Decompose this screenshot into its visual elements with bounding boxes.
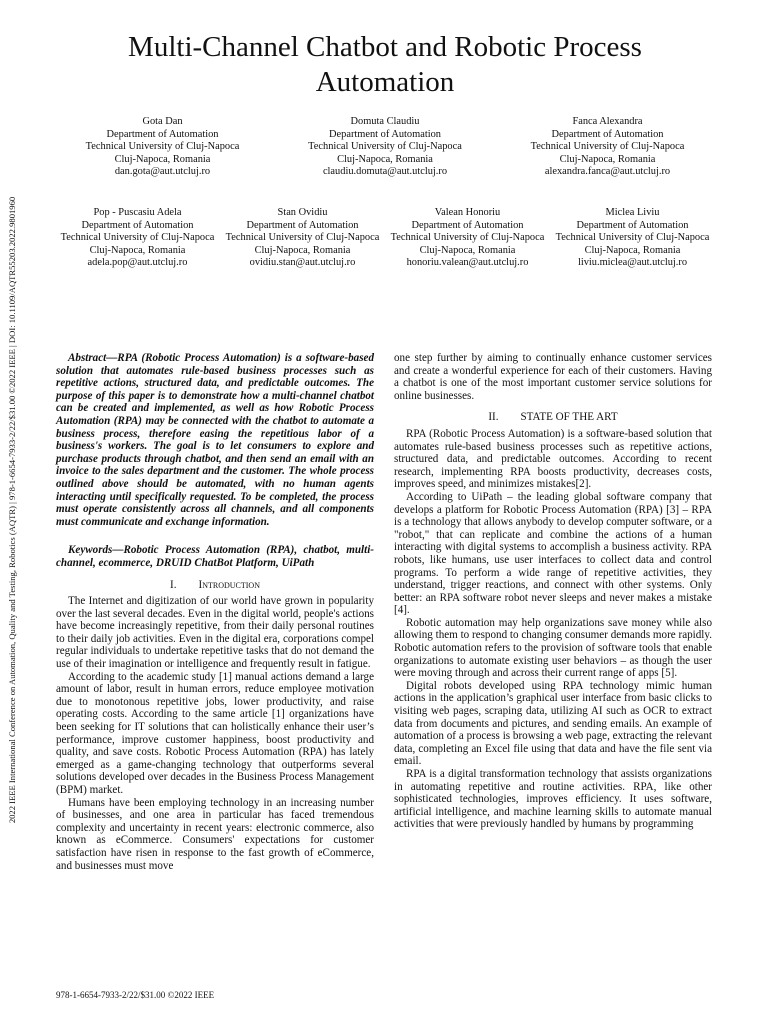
paragraph: Humans have been employing technology in an increasing number of businesses, and one area in particular has faced tremendous complexity and uncertainty in recent years: electronic commerce, also known as eCommerce. Consumers' expectations for customer satisfaction have risen in response to the fast growth of eCommerce, and businesses must move (56, 796, 374, 872)
author-name: Miclea Liviu (605, 207, 660, 218)
author-name: Gota Dan (142, 116, 183, 127)
right-column (394, 352, 712, 831)
author-dept: Department of Automation (576, 219, 689, 231)
copyright-footer: 978-1-6654-7933-2/22/$31.00 ©2022 IEEE (56, 990, 215, 1000)
author-city: Cluj-Napoca, Romania (89, 244, 186, 256)
author-block (505, 116, 710, 179)
section-heading-state-of-the-art (394, 411, 712, 424)
author-univ: Technical University of Cluj-Napoca (555, 232, 710, 244)
paragraph: Robotic automation may help organizations save money while also allowing them to respond to changing consumer demands more rapidly. Robotic automation refers to the provision of software tools that enable organizations to automate existing user behaviors – as though the user were moving through and across their current range of apps [5]. (394, 616, 712, 680)
author-block (390, 207, 545, 270)
keywords: Keywords—Robotic Process Automation (RPA), chatbot, multi-channel, ecommerce, DRUID ChatBot Platform, UiPath (56, 544, 374, 569)
author-row-1 (60, 116, 710, 179)
author-name: Stan Ovidiu (277, 207, 328, 218)
author-email[interactable]: ovidiu.stan@aut.utcluj.ro (249, 257, 356, 269)
section-title: STATE OF THE ART (520, 411, 618, 424)
section-number: I. (170, 578, 177, 591)
paragraph: RPA is a digital transformation technology that assists organizations in automating repetitive and routine activities. RPA, like other sophisticated technologies, improves efficiency. It uses software, artificial intelligence, and machine learning skills to automate manual activities that were previously handled by humans by programming (394, 768, 712, 831)
author-city: Cluj-Napoca, Romania (254, 244, 351, 256)
author-dept: Department of Automation (551, 128, 664, 140)
author-name: Domuta Claudiu (350, 116, 420, 127)
author-univ: Technical University of Cluj-Napoca (225, 232, 380, 244)
author-email[interactable]: dan.gota@aut.utcluj.ro (114, 166, 211, 178)
author-univ: Technical University of Cluj-Napoca (530, 141, 685, 153)
author-univ: Technical University of Cluj-Napoca (390, 232, 545, 244)
author-city: Cluj-Napoca, Romania (559, 153, 656, 165)
left-column (56, 352, 374, 872)
author-email[interactable]: claudiu.domuta@aut.utcluj.ro (322, 166, 448, 178)
author-dept: Department of Automation (81, 219, 194, 231)
author-block (60, 207, 215, 270)
paragraph: According to UiPath – the leading global software company that develops a platform for Robotic Process Automation (RPA) [3] – RPA is a technology that allows anybody to develop computer software, or a "robot," that can replicate and combine the actions of a human interacting with digital systems to accomplish a business activity. RPA robots, like humans, use user interfaces to collect data and control programs. To perform a wide range of repetitive activities, they understand, trigger reactions, and connect with other systems. Only better: an RPA software robot never sleeps and never makes a mistake [4]. (394, 490, 712, 617)
author-email[interactable]: alexandra.fanca@aut.utcluj.ro (544, 166, 671, 178)
author-city: Cluj-Napoca, Romania (114, 153, 211, 165)
author-email[interactable]: liviu.miclea@aut.utcluj.ro (577, 257, 688, 269)
author-name: Pop - Puscasiu Adela (93, 207, 182, 218)
section-number: II. (488, 411, 499, 424)
paragraph: RPA (Robotic Process Automation) is a software-based solution that automates rule-based business processes such as repetitive actions, structured data, and predictable outcomes. According to recent research, implementing RPA boosts productivity, decreases costs, improves speed, and minimizes mistakes[2]. (394, 427, 712, 491)
author-email[interactable]: adela.pop@aut.utcluj.ro (87, 257, 188, 269)
paper-title: Multi-Channel Chatbot and Robotic Process Automation (128, 31, 642, 98)
author-city: Cluj-Napoca, Romania (337, 153, 433, 165)
author-dept: Department of Automation (246, 219, 359, 231)
author-email[interactable]: honoriu.valean@aut.utcluj.ro (406, 257, 529, 269)
author-city: Cluj-Napoca, Romania (584, 244, 681, 256)
author-dept: Department of Automation (106, 128, 219, 140)
author-univ: Technical University of Cluj-Napoca (308, 141, 462, 153)
paragraph-continued: one step further by aiming to continually enhance customer services and create a wonderful experience for each of their customers. Having a chatbot is one of the most important customer service solutions for online businesses. (394, 352, 712, 402)
author-block (60, 116, 265, 179)
author-block (225, 207, 380, 270)
author-univ: Technical University of Cluj-Napoca (60, 232, 215, 244)
author-row-2 (60, 207, 710, 270)
paragraph: Digital robots developed using RPA technology mimic human actions in the application’s graphical user interface from basic clicks to visiting web pages, scraping data, utilizing AI such as OCR to extract data from documents and pictures, and sending emails. An example of automation of a process is browsing a web page, extracting the relevant data, completing an Excel file using that data and have the file sent via email. (394, 679, 712, 768)
paragraph: The Internet and digitization of our world have grown in popularity over the last several decades. Even in the digital world, people's actions have become increasingly repetitive, from their daily personal routines to their daily job activities. Even in the digital era, corporations compel regular individuals to undertake repetitive tasks that do not demand the use of their imagination or intelligence and frequently result in fatigue. (56, 595, 374, 671)
doi-side-note-text: 2022 IEEE International Conference on Automation, Quality and Testing, Robotics (AQTR) | 978-1-6654-7933-2/22/$31.00 ©2022 IEEE | DOI: 10.1109/AQTR55203.2022.9801960 (7, 196, 18, 824)
author-dept: Department of Automation (329, 128, 441, 140)
author-dept: Department of Automation (411, 219, 524, 231)
paragraph: According to the academic study [1] manual actions demand a large amount of labor, result in human errors, reduce employee motivation due to monotonous repetitive jobs, lower productivity, and raise operating costs. According to the same article [1] organizations have been seeking for IT solutions that can holistically enhance their user’s performance, improve customer happiness, boost productivity and quality, and save costs. Robotic Process Automation (RPA) has lately emerged as a game-changing technology that outperforms several solutions developed over decades in the Business Process Management (BPM) market. (56, 670, 374, 796)
author-name: Valean Honoriu (434, 207, 501, 218)
author-name: Fanca Alexandra (572, 116, 643, 127)
section-title: Introduction (198, 578, 260, 591)
author-block (555, 207, 710, 270)
author-block (283, 116, 488, 179)
abstract: Abstract—RPA (Robotic Process Automation) is a software-based solution that automates rule-based business processes such as repetitive actions, structured data, and predictable outcomes. The purpose of this paper is to demonstrate how a multi-channel chatbot can be created and implemented, as well as how Robotic Process Automation (RPA) may be connected with the chatbot to automate a business process, therefore easing the repetitious labor of a business's workers. The goal is to let consumers to explore and purchase products through chatbot, and then send an email with an invoice to the sales department and the customer. The whole process outlined above should be automated, with no human agents interacting until specifically requested. To be completed, the process must operate consistently across all channels, and all components must communicate and exchange information. (56, 352, 374, 528)
section-heading-introduction (56, 579, 374, 592)
author-city: Cluj-Napoca, Romania (419, 244, 516, 256)
doi-side-note (4, 150, 20, 870)
author-univ: Technical University of Cluj-Napoca (85, 141, 240, 153)
